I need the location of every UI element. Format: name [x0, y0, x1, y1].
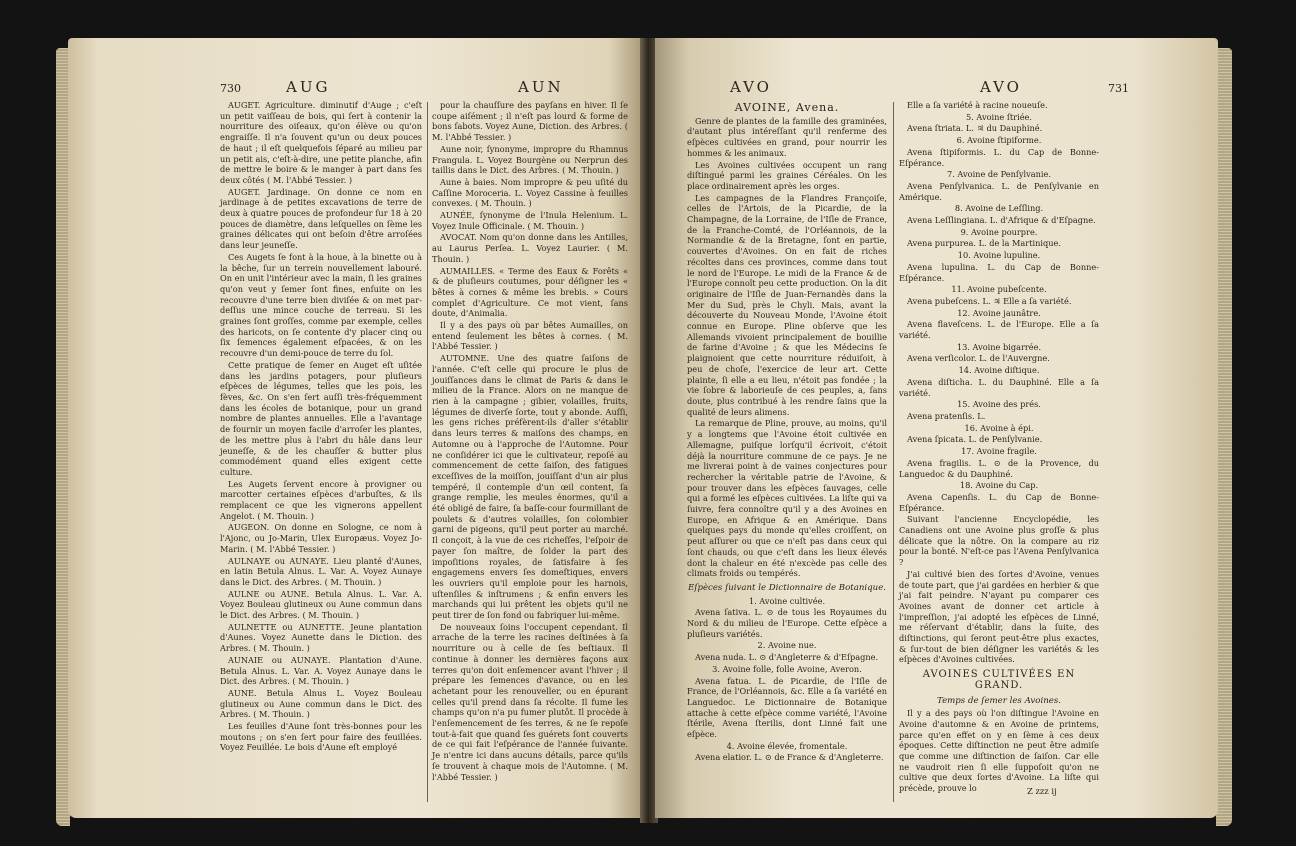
paragraph: 12. Avoine jaunâtre. [957, 307, 1041, 318]
paragraph: AUNE. Betula Alnus L. Voyez Bouleau glutineux ou Aune commun dans le Dict. des Arbres. ( M. Thouin. ) [220, 687, 422, 720]
paragraph: Avena ſtipiformis. L. du Cap de Bonne-Eſpérance. [899, 146, 1099, 168]
paragraph: Avena Penſylvanica. L. de Penſylvanie en Amérique. [899, 180, 1099, 202]
paragraph: 11. Avoine pubeſcente. [951, 284, 1047, 295]
paragraph: Avena pubeſcens. L. ♃ Elle a ſa variété. [907, 295, 1072, 306]
paragraph: AUNÉE, ſynonyme de l'Inula Helenium. L. Voyez Inule Officinale. ( M. Thouin. ) [432, 210, 628, 231]
paragraph: AUMAILLES. « Terme des Eaux & Forêts « & de pluſieurs coutumes, pour déſigner les « bêtes à cornes & même les brebis. » Cours complet d'Agriculture. Ce mot vient, ſans doute, d'Animalia. [432, 265, 628, 319]
paragraph: 15. Avoine des prés. [957, 399, 1041, 410]
paragraph: Genre de plantes de la famille des graminées, d'autant plus intéreſſant qu'il renferme des eſpèces cultivées en grand, pour nourrir les hommes & les animaux. [687, 115, 887, 158]
paragraph: Avena ſtriata. L. ♃ du Dauphiné. [907, 123, 1043, 134]
paragraph: 9. Avoine pourpre. [960, 226, 1038, 237]
paragraph: Avena elatior. L. ⊙ de France & d'Angleterre. [695, 752, 884, 763]
article-title: AVOINE, Avena. [734, 101, 840, 114]
paragraph: Avena Leſſlingiana. L. d'Afrique & d'Eſpagne. [907, 215, 1096, 226]
left-running-head-2: AUN [518, 78, 564, 96]
paragraph: Il y a des pays où l'on diſtingue l'Avoine en Avoine d'automne & en Avoine de printems, parce qu'en effet on y en ſème à ces deux époques. Cette diſtinction ne peut être admiſe que comme une diſtinction de ſaiſon. Car elle ne vaudroit rien ſi elle ſuppoſoit qu'on ne cultive que deux ſortes d'Avoine. La liſte qui précède, prouve lo [899, 708, 1099, 794]
paragraph: Avena Capenſis. L. du Cap de Bonne-Eſpérance. [899, 491, 1099, 513]
paragraph: 18. Avoine du Cap. [959, 480, 1039, 491]
paragraph: Les Avoines cultivées occupent un rang diſtingué parmi les graines Céréales. On les place ordinairement après les orges. [687, 159, 887, 191]
paragraph: Avena nuda. L. ⊙ d'Angleterre & d'Eſpagne. [695, 652, 879, 663]
right-column-2 [899, 100, 1099, 795]
paragraph: Aune à baies. Nom impropre & peu uſité du Caſſine Moroceria. L. Voyez Cassine à feuilles convexes. ( M. Thouin. ) [432, 176, 628, 209]
paragraph: 4. Avoine élevée, fromentale. [726, 740, 848, 751]
paragraph: Avena verſicolor. L. de l'Auvergne. [907, 353, 1050, 364]
paragraph: AULNETTE ou AUNETTE. Jeune plantation d'Aunes. Voyez Aunette dans le Diction. des Arbres. ( M. Thouin. ) [220, 621, 422, 654]
paragraph: AUNAIE ou AUNAYE. Plantation d'Aune. Betula Alnus. L. Var. A. Voyez Aunaye dans le Dict. des Arbres. ( M. Thouin. ) [220, 654, 422, 687]
right-column-1 [687, 100, 887, 764]
paragraph: Avena ſativa. L. ⊙ de tous les Royaumes du Nord & du milieu de l'Europe. Cette eſpèce a pluſieurs variétés. [687, 607, 887, 639]
paragraph: Avena fatua. L. de Picardie, de l'Iſle de France, de l'Orléannois, &c. Elle a ſa variété en Languedoc. Le Dictionnaire de Botanique attache à cette eſpèce comme variété, l'Avoine ſtérile, Avena ſterilis, dont Linné fait une eſpèce. [687, 675, 887, 740]
paragraph: Suivant l'ancienne Encyclopédie, les Canadiens ont une Avoine plus groſſe & plus délicate que la nôtre. On la compare au riz pour la bonté. N'eſt-ce pas l'Avena Penſylvanica ? [899, 514, 1099, 568]
page-stack-right [1216, 48, 1232, 826]
paragraph: AUGET. Jardinage. On donne ce nom en jardinage à de petites excavations de terre de deux à quatre pouces de profondeur ſur 18 à 20 pouces de diamètre, dans leſquelles on ſème les graines délicates qui ont beſoin d'être arroſées dans leur jeuneſſe. [220, 186, 422, 251]
paragraph: 5. Avoine ſtriée. [965, 111, 1033, 122]
paragraph: AULNAYE ou AUNAYE. Lieu planté d'Aunes, en latin Betula Alnus. L. Var. A. Voyez Aunaye dans le Dict. des Arbres. ( M. Thouin. ) [220, 555, 422, 587]
paragraph: Avena purpurea. L. de la Martinique. [907, 238, 1061, 249]
paragraph: J'ai cultivé bien des ſortes d'Avoine, venues de toute part, que j'ai gardées en herbier & que j'ai fait peindre. N'ayant pu comparer ces Avoines avant de donner cet article à l'impreſſion, j'ai adopté les eſpèces de Linné, me réſervant d'établir, dans la ſuite, des diſtinctions, qui ſeront peut-être plus exactes, & ſur-tout de bien déſigner les variétés & les eſpèces d'Avoines cultivées. [899, 568, 1099, 665]
column-rule [427, 102, 428, 802]
paragraph: Les feuilles d'Aune ſont très-bonnes pour les moutons ; on s'en ſert pour faire des feuillées. Voyez Feuillée. Le bois d'Aune eſt employé [220, 721, 422, 753]
right-page-number: 731 [1108, 82, 1129, 95]
left-page [68, 38, 643, 818]
paragraph: 13. Avoine bigarrée. [956, 341, 1042, 352]
section-heading: Eſpèces ſuivant le Dictionnaire de Botanique. [687, 582, 887, 593]
paragraph: 16. Avoine à épi. [964, 422, 1034, 433]
left-column-1 [220, 100, 422, 754]
column-rule-right [893, 102, 894, 802]
paragraph: AUGEON. On donne en Sologne, ce nom à l'Ajonc, ou Jo-Marin, Ulex Europæus. Voyez Jo-Marin. ( M. l'Abbé Tessier. ) [220, 522, 422, 554]
paragraph: 3. Avoine folle, folle Avoine, Averon. [712, 663, 862, 674]
right-page [655, 38, 1218, 818]
paragraph: AUGET. Agriculture. diminutif d'Auge ; c'eſt un petit vaiſſeau de bois, qui ſert à contenir la nourriture des oiſeaux, qu'on élève ou qu'on engraiſſe. Il n'a ſouvent qu'un ou deux pouces de haut ; il eſt quelquefois ſéparé au milieu par un petit ais, c'eſt-à-dire, une petite planche, afin de mettre le boire & le manger à part dans ſes deux côtés ( M. l'Abbé Tessier. ) [220, 100, 422, 185]
paragraph: Avena fragilis. L. ⊙ de la Provence, du Languedoc & du Dauphiné. [899, 457, 1099, 479]
paragraph: Avena flaveſcens. L. de l'Europe. Elle a ſa variété. [899, 319, 1099, 341]
paragraph: AULNE ou AUNE. Betula Alnus. L. Var. A. Voyez Bouleau glutineux ou Aune commun dans le Dict. des Arbres. ( M. Thouin. ) [220, 588, 422, 621]
paragraph: Cette pratique de ſemer en Auget eſt uſitée dans les jardins potagers, pour pluſieurs eſpèces de légumes, telles que les pois, les fèves, &c. On s'en ſert auſſi très-fréquemment dans les écoles de botanique, pour un grand nombre de plantes annuelles. Elle a l'avantage de fournir un moyen facile d'arroſer les plantes, de les mettre plus à l'abri du hâle dans leur jeuneſſe, & de les chauſſer & butter plus commodément quand elles exigent cette culture. [220, 359, 422, 477]
paragraph: Ces Augets ſe font à la houe, à la binette ou à la bêche, ſur un terrein nouvellement labouré. On en unit l'intérieur avec la main, ſi les graines qu'on veut y ſemer ſont fines, enſuite on les recouvre d'une terre bien diviſée & on met par-deſſus une mince couche de terreau. Si les graines ſont groſſes, comme par exemple, celles des haricots, on ſe contente d'y placer cinq ou ſix ſemences également eſpacées, & on les recouvre d'un demi-pouce de terre du ſol. [220, 251, 422, 359]
signature-mark: Z zzz ij [1027, 786, 1057, 796]
sowing-subheading: Temps de ſemer les Avoines. [937, 695, 1061, 706]
paragraph: Avena diſticha. L. du Dauphiné. Elle a ſa variété. [899, 376, 1099, 398]
paragraph: 7. Avoine de Penſylvanie. [947, 169, 1051, 180]
cultivated-heading: AVOINES CULTIVÉES EN GRAND. [922, 669, 1076, 691]
paragraph: AVOCAT. Nom qu'on donne dans les Antilles, au Laurus Perſea. L. Voyez Laurier. ( M. Thouin. ) [432, 232, 628, 264]
paragraph: 17. Avoine fragile. [961, 446, 1037, 457]
left-column-2 [432, 100, 628, 783]
paragraph: 14. Avoine diſtique. [958, 365, 1040, 376]
paragraph: La remarque de Pline, prouve, au moins, qu'il y a longtems que l'Avoine étoit cultivée en Allemagne, puiſque lorſqu'il écrivoit, c'étoit déjà la nourriture commune de ce pays. Je ne me livrerai point à de vaines conjectures pour rechercher la véritable patrie de l'Avoine, & pour trouver dans les eſpèces ſauvages, celle qui a formé les eſpèces cultivées. La liſte qui va ſuivre, fera connoître qu'il y a des Avoines en Europe, en Afrique & en Amérique. Dans quelques pays du monde qu'elles croiſſent, on peut aſſurer ou que ce n'eſt pas dans ceux qui ſont chauds, ou que c'eſt dans les lieux élevés dont la chaleur en été n'excède pas celle des climats froids ou tempérés. [687, 418, 887, 579]
article-body [687, 116, 887, 579]
paragraph: Avena lupulina. L. du Cap de Bonne-Eſpérance. [899, 261, 1099, 283]
right-running-head-2: AVO [980, 78, 1022, 96]
species-list-continued [899, 100, 1099, 665]
sowing-text [899, 708, 1099, 794]
open-book [68, 38, 1218, 830]
paragraph: Les Augets ſervent encore à provigner ou marcotter certaines eſpèces d'arbuſtes, & ils remplacent ce que les vignerons appellent Angelot. ( M. Thouin. ) [220, 478, 422, 521]
paragraph: 6. Avoine ſtipiforme. [956, 135, 1042, 146]
paragraph: Avena pratenſis. L. [907, 410, 986, 421]
paragraph: 8. Avoine de Leſſling. [954, 203, 1044, 214]
paragraph: Les campagnes de la Flandres Françoiſe, celles de l'Artois, de la Picardie, de la Champagne, de la Lorraine, de l'Iſle de France, de la Franche-Comté, de l'Orléannois, de la Normandie & de la Bretagne, ſont en partie, couvertes d'Avoines. On en fait de riches récoltes dans ces provinces, comme dans tout le nord de l'Europe. Le midi de la France & de l'Europe connoît peu cette production. On la dit originaire de l'Iſle de Juan-Fernandès dans la Mer du Sud, près le Chyli. Mais, avant la découverte du Nouveau Monde, l'Avoine étoit connue en Europe. Pline obſerve que les Allemands vivoient principalement de bouillie de farine d'Avoine ; & que les Médecins ſe plaignoient que cette nourriture réduiſoit, à peu de choſe, l'exercice de leur art. Cette plainte, ſi elle a eu lieu, n'étoit pas fondée ; la vie ſobre & laborieuſe de ces peuples, a, ſans doute, plus contribué à les rendre ſains que la qualité de leurs alimens. [687, 192, 887, 417]
paragraph: Elle a ſa variété à racine noueuſe. [907, 100, 1048, 110]
left-running-head-1: AUG [286, 78, 331, 96]
paragraph: 2. Avoine nue. [757, 640, 817, 651]
paragraph: pour la chauſſure des payſans en hiver. Il ſe coupe aiſément ; il n'eſt pas lourd & forme de bons ſabots. Voyez Aune, Diction. des Arbres. ( M. l'Abbé Tessier. ) [432, 100, 628, 143]
paragraph: Il y a des pays où par bêtes Aumailles, on entend ſeulement les bêtes à cornes. ( M. l'Abbé Tessier. ) [432, 320, 628, 352]
paragraph: AUTOMNE. Une des quatre ſaiſons de l'année. C'eſt celle qui procure le plus de jouiſſances dans le climat de Paris & dans le milieu de la France. Alors on ne manque de rien à la campagne ; gibier, volailles, fruits, légumes de diverſe ſorte, tout y abonde. Auſſi, les gens riches préfèrent-ils d'aller s'établir dans leurs terres & maiſons des champs, en Automne ou à l'approche de l'Automne. Pour ne conſidérer ici que le cultivateur, repoſé au commencement de cette ſaiſon, des fatigues exceſſives de la moiſſon, jouiſſant d'un air plus tempéré, il contemple d'un œil content, ſa grange remplie, les meules énormes, qu'il a été obligé de faire, ſa baſſe-cour fourmillant de poulets & d'autres volailles, ſon colombier garni de pigeons, qu'il peut porter au marché. Il conçoit, à la vue de ces richeſſes, l'eſpoir de payer ſon maître, de ſolder la part des impoſitions royales, de ſatisfaire à ſes engagemens envers ſes domeſtiques, envers les ouvriers qu'il emploie pour les harnois, uſtenſiles & inſtrumens ; & enfin envers les marchands qui lui prêtent les objets qu'il ne peut tirer de ſon fond ou fabriquer lui-même. [432, 353, 628, 621]
paragraph: Aune noir, ſynonyme, impropre du Rhamnus Frangula. L. Voyez Bourgène ou Nerprun des taillis dans le Dict. des Arbres. ( M. Thouin. ) [432, 143, 628, 176]
paragraph: 10. Avoine lupuline. [957, 250, 1041, 261]
paragraph: De nouveaux ſoins l'occupent cependant. Il arrache de la terre les racines deſtinées à ſa nourriture ou à celle de ſes beſtiaux. Il continue à donner les dernières façons aux terres qu'on doit enſemencer avant l'hiver ; il prépare les ſemences d'avance, ou en les achetant pour les renouveller, ou en épurant celles qu'il prend dans ſa récolte. Il fume les champs qu'on n'a pu fumer plutôt. Il procède à l'enſemencement de ſes terres, & ne ſe repoſe tout-à-fait que quand ſes guérets ſont couverts de ce qui fait l'eſpérance de l'année ſuivante. Je n'entre ici dans aucuns détails, parce qu'ils ſe trouvent à chaque mois de l'Automne. ( M. l'Abbé Tessier. ) [432, 621, 628, 782]
left-page-number: 730 [220, 82, 241, 95]
right-running-head-1: AVO [730, 78, 772, 96]
species-list [687, 596, 887, 764]
paragraph: 1. Avoine cultivée. [748, 595, 826, 606]
paragraph: Avena ſpicata. L. de Penſylvanie. [907, 434, 1043, 445]
